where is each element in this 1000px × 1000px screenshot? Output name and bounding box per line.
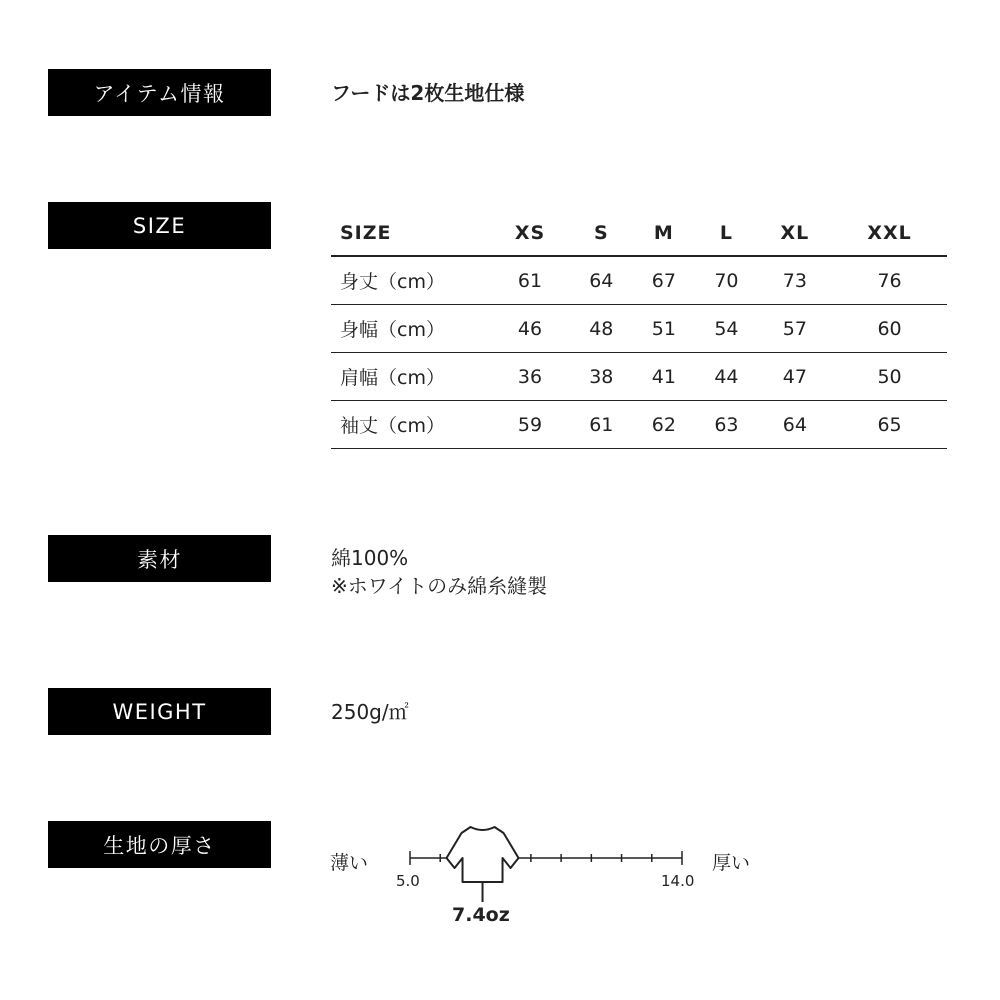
table-cell: 38	[570, 353, 633, 401]
table-cell: 身幅（cm）	[331, 305, 490, 353]
item-info-label: アイテム情報	[48, 69, 271, 116]
table-cell: 41	[633, 353, 696, 401]
table-cell: 57	[758, 305, 832, 353]
table-cell: 64	[570, 256, 633, 305]
table-cell: 61	[490, 256, 570, 305]
thickness-label: 生地の厚さ	[48, 821, 271, 868]
weight-label: WEIGHT	[48, 688, 271, 735]
material-text-line1: 綿100%	[331, 546, 409, 570]
table-cell: 65	[832, 401, 947, 449]
thin-label: 薄い	[330, 852, 369, 874]
size-header-cell: XS	[490, 210, 570, 256]
scale-min-label: 5.0	[396, 872, 420, 890]
table-cell: 61	[570, 401, 633, 449]
table-cell: 50	[832, 353, 947, 401]
thickness-value-label: 7.4oz	[452, 904, 510, 926]
size-header-cell: XXL	[832, 210, 947, 256]
table-cell: 袖丈（cm）	[331, 401, 490, 449]
table-cell: 60	[832, 305, 947, 353]
size-header-cell: L	[695, 210, 758, 256]
table-cell: 47	[758, 353, 832, 401]
table-cell: 59	[490, 401, 570, 449]
table-cell: 63	[695, 401, 758, 449]
tshirt-shape	[447, 827, 519, 882]
material-text-line2: ※ホワイトのみ綿糸縫製	[331, 574, 548, 598]
table-cell: 64	[758, 401, 832, 449]
table-cell: 36	[490, 353, 570, 401]
table-cell: 70	[695, 256, 758, 305]
table-cell: 67	[633, 256, 696, 305]
item-info-text: フードは2枚生地仕様	[331, 81, 525, 105]
weight-text: 250g/㎡	[331, 700, 409, 724]
table-cell: 73	[758, 256, 832, 305]
table-cell: 46	[490, 305, 570, 353]
size-header-cell: S	[570, 210, 633, 256]
size-header-cell: M	[633, 210, 696, 256]
table-cell: 54	[695, 305, 758, 353]
table-cell: 51	[633, 305, 696, 353]
tshirt-icon	[447, 827, 519, 902]
table-cell: 76	[832, 256, 947, 305]
table-cell: 48	[570, 305, 633, 353]
table-cell: 身丈（cm）	[331, 256, 490, 305]
thick-label: 厚い	[712, 852, 751, 874]
table-cell: 62	[633, 401, 696, 449]
size-header-cell: XL	[758, 210, 832, 256]
scale-max-label: 14.0	[661, 872, 695, 890]
size-label: SIZE	[48, 202, 271, 249]
table-cell: 肩幅（cm）	[331, 353, 490, 401]
material-label: 素材	[48, 535, 271, 582]
table-cell: 44	[695, 353, 758, 401]
size-header-cell: SIZE	[331, 210, 490, 256]
